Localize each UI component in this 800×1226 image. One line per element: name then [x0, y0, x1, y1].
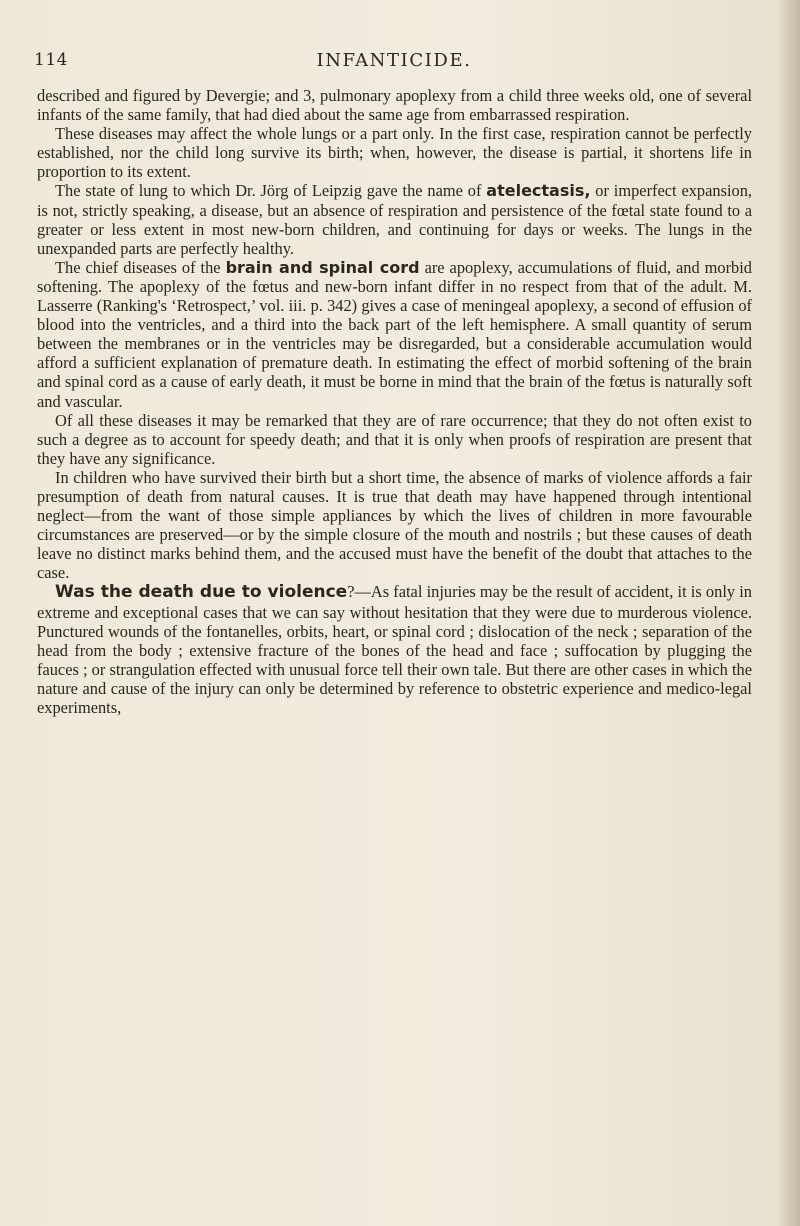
paragraph-text: The state of lung to which Dr. Jörg of Leipzig gave the name of — [55, 181, 487, 201]
emphasized-term: brain and spinal cord — [225, 257, 420, 277]
paragraph — [37, 86, 752, 124]
paragraph — [37, 124, 752, 181]
body-text — [37, 86, 752, 717]
section-heading: Was the death due to violence — [55, 582, 348, 603]
paragraph — [37, 582, 752, 717]
paragraph-text: are apoplexy, accumulations of fluid, and morbid softening. The apoplexy of the fœtus and new-born infant differ in no respect from that of the adult. M. Lasserre (Ranking's ‘Retrospect,’ vol. iii. p. 342) gives a case of meningeal apoplexy, a second of effusion of blood into the ventricles, and a third into the back part of the left hemisphere. A small quantity of serum between the membranes or in the ventricles may be disregarded, but a considerable accumulation would afford a sufficient explanation of premature death. In estimating the effect of morbid softening of the brain and spinal cord as a cause of early death, it must be borne in mind that the brain of the fœtus is naturally soft and vascular. — [37, 257, 753, 411]
paragraph — [37, 468, 752, 583]
paragraph-text: or imperfect expansion, is not, strictly speaking, a disease, but an absence of respiration and persistence of the fœtal state found to a greater or less extent in most new-born children, and continuing for days or weeks. The lungs in the unexpanded parts are perfectly healthy. — [37, 181, 753, 258]
paragraph — [37, 258, 752, 411]
paragraph-text: These diseases may affect the whole lungs or a part only. In the first case, respiration cannot be perfectly established, nor the child long survive its birth; when, however, the disease is partial, it shortens life in proportion to its extent. — [37, 124, 752, 182]
paragraph-text: In children who have survived their birth but a short time, the absence of marks of violence affords a fair presumption of death from natural causes. It is true that death may have happened through intentional neglect—from the want of those simple appliances by which the lives of children in more favourable circumstances are preserved—or by the simple closure of the mouth and nostrils ; but these causes of death leave no distinct marks behind them, and the accused must have the benefit of the doubt that attaches to the case. — [37, 467, 752, 583]
paragraph-text: ?—As fatal injuries may be the result of accident, it is only in extreme and exceptional cases that we can say without hesitation that they were due to murderous violence. Punctured wounds of the fontanelles, orbits, heart, or spinal cord ; dislocation of the neck ; separation of the head from the body ; extensive fracture of the bones of the head and face ; suffocation by plugging the fauces ; or strangulation effected with unusual force tell their own tale. But there are other cases in which the nature and cause of the injury can only be determined by reference to obstetric experience and medico-legal experiments, — [37, 582, 753, 717]
page-edge-shadow — [778, 0, 800, 1226]
paragraph — [37, 411, 752, 468]
paragraph-text: Of all these diseases it may be remarked that they are of rare occurrence; that they do not often exist to such a degree as to account for speedy death; and that it is only when proofs of respiration are present that they have any significance. — [37, 410, 752, 468]
paragraph — [37, 181, 752, 257]
paragraph-text: described and figured by Devergie; and 3, pulmonary apoplexy from a child three weeks old, one of several infants of the same family, that had died about the same age from embarrassed respiration. — [37, 86, 752, 125]
page-header — [34, 50, 754, 80]
running-head: INFANTICIDE. — [316, 50, 472, 71]
paragraph-text: The chief diseases of the — [55, 257, 226, 277]
emphasized-term: atelectasis, — [486, 181, 591, 201]
page-number: 114 — [34, 50, 68, 70]
